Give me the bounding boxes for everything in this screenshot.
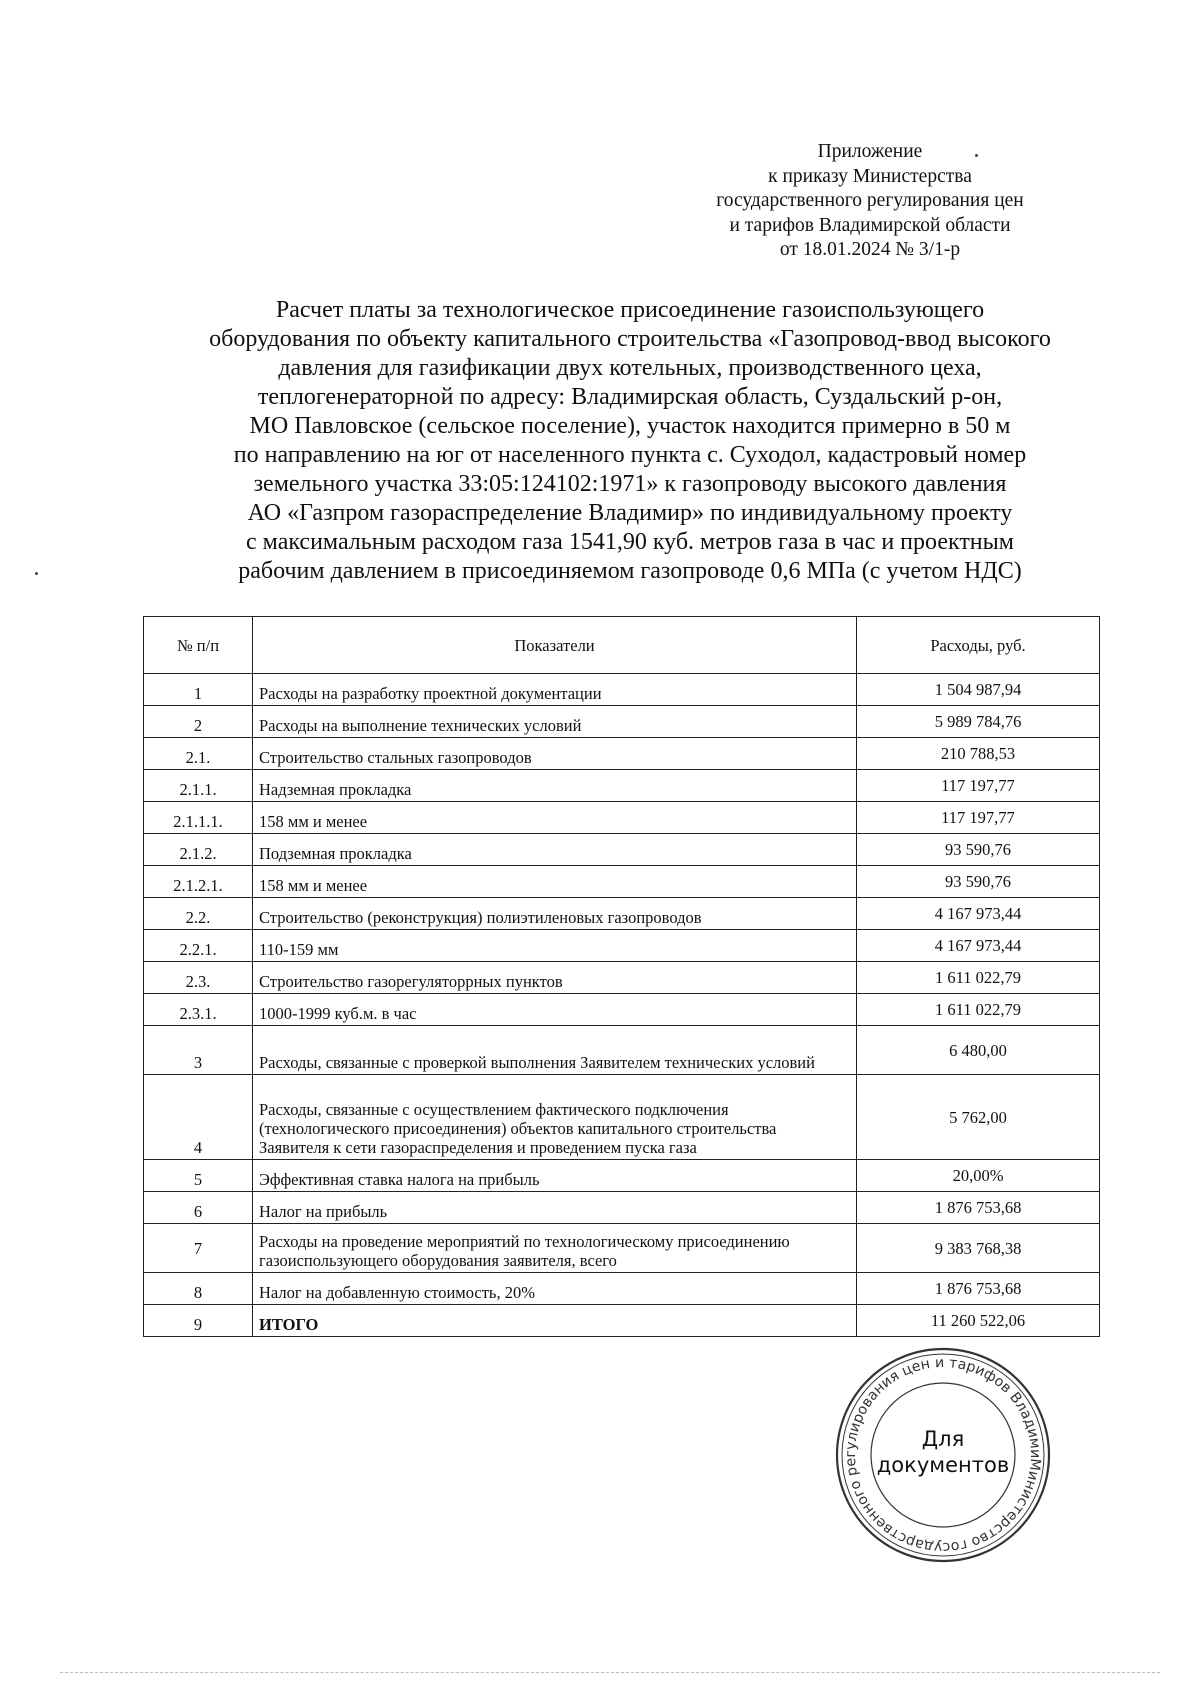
table-row [144, 1192, 1100, 1224]
table-row [144, 802, 1100, 834]
row-number: 8 [144, 1273, 253, 1305]
title-line: земельного участка 33:05:124102:1971» к газопроводу высокого давления [253, 471, 1007, 497]
table-row [144, 994, 1100, 1026]
scan-speck [975, 154, 978, 157]
header-line: Приложение [817, 141, 923, 162]
table-row [144, 898, 1100, 930]
row-indicator: Строительство (реконструкция) полиэтиленовых газопроводов [253, 898, 857, 930]
title-line: оборудования по объекту капитального строительства «Газопровод-ввод высокого [209, 326, 1051, 352]
table-row [144, 1224, 1100, 1273]
table-row [144, 1075, 1100, 1160]
appendix-header [700, 140, 1040, 263]
scan-speck [35, 572, 38, 575]
row-number: 1 [144, 674, 253, 706]
row-indicator: 1000-1999 куб.м. в час [253, 994, 857, 1026]
row-indicator: Строительство газорегуляторрных пунктов [253, 962, 857, 994]
title-line: давления для газификации двух котельных, производственного цеха, [278, 355, 982, 381]
official-stamp [832, 1344, 1054, 1566]
row-number: 2.1.1.1. [144, 802, 253, 834]
row-indicator: Налог на добавленную стоимость, 20% [253, 1273, 857, 1305]
header-line: к приказу Министерства [768, 165, 972, 187]
header-expenses: Расходы, руб. [857, 617, 1100, 674]
row-number: 2.3. [144, 962, 253, 994]
row-number: 6 [144, 1192, 253, 1224]
row-number: 2.2.1. [144, 930, 253, 962]
title-line: рабочим давлением в присоединяемом газопроводе 0,6 МПа (с учетом НДС) [238, 558, 1022, 584]
table-row [144, 1026, 1100, 1075]
row-indicator: Расходы, связанные с осуществлением фактического подключения (технологического присоединения) объектов капитального строительства Заявителя к сети газораспределения и проведением пуска газа [253, 1075, 857, 1160]
row-value: 1 611 022,79 [857, 994, 1100, 1026]
title-line: АО «Газпром газораспределение Владимир» по индивидуальному проекту [247, 500, 1013, 526]
row-value: 117 197,77 [857, 802, 1100, 834]
row-indicator-total: ИТОГО [253, 1305, 857, 1337]
header-number: № п/п [144, 617, 253, 674]
table-row [144, 770, 1100, 802]
header-line: и тарифов Владимирской области [729, 214, 1011, 236]
row-indicator: Расходы на выполнение технических условий [253, 706, 857, 738]
scan-edge-artifact [60, 1672, 1160, 1673]
title-line: теплогенераторной по адресу: Владимирская область, Суздальский р-он, [257, 384, 1003, 410]
row-indicator: Расходы на проведение мероприятий по технологическому присоединению газоиспользующего оборудования заявителя, всего [253, 1224, 857, 1273]
stamp-center-text: документов [876, 1453, 1010, 1477]
row-value: 1 611 022,79 [857, 962, 1100, 994]
row-indicator: 158 мм и менее [253, 866, 857, 898]
table-header-row [144, 617, 1100, 674]
row-number: 7 [144, 1224, 253, 1273]
svg-text:Министерство государственного: Министерство государственного регулирования цен и тарифов Владимирской [842, 1354, 1044, 1556]
row-number: 3 [144, 1026, 253, 1075]
document-title [140, 296, 1120, 586]
row-value: 5 989 784,76 [857, 706, 1100, 738]
row-value: 1 504 987,94 [857, 674, 1100, 706]
row-number: 2 [144, 706, 253, 738]
table-row [144, 706, 1100, 738]
row-indicator: Расходы на разработку проектной документации [253, 674, 857, 706]
row-number: 5 [144, 1160, 253, 1192]
row-value: 1 876 753,68 [857, 1192, 1100, 1224]
row-value: 5 762,00 [857, 1075, 1100, 1160]
table-row [144, 866, 1100, 898]
title-line: с максимальным расходом газа 1541,90 куб. метров газа в час и проектным [246, 529, 1014, 555]
row-number: 9 [144, 1305, 253, 1337]
table-row [144, 962, 1100, 994]
table-row [144, 834, 1100, 866]
title-line: Расчет платы за технологическое присоединение газоиспользующего [275, 297, 985, 323]
header-line: государственного регулирования цен [716, 190, 1024, 211]
row-value: 9 383 768,38 [857, 1224, 1100, 1273]
row-indicator: Подземная прокладка [253, 834, 857, 866]
row-value: 6 480,00 [857, 1026, 1100, 1075]
row-value-total: 11 260 522,06 [857, 1305, 1100, 1337]
cost-calculation-table [143, 616, 1100, 1337]
table-row [144, 930, 1100, 962]
stamp-center-text: Для [921, 1427, 965, 1451]
table-row [144, 738, 1100, 770]
row-value: 1 876 753,68 [857, 1273, 1100, 1305]
row-value: 117 197,77 [857, 770, 1100, 802]
table-row [144, 1273, 1100, 1305]
row-number: 4 [144, 1075, 253, 1160]
row-number: 2.1.2. [144, 834, 253, 866]
row-value: 20,00% [857, 1160, 1100, 1192]
header-indicators: Показатели [253, 617, 857, 674]
row-value: 210 788,53 [857, 738, 1100, 770]
row-indicator: Строительство стальных газопроводов [253, 738, 857, 770]
row-number: 2.1. [144, 738, 253, 770]
header-line: от 18.01.2024 № 3/1-р [779, 239, 961, 260]
row-indicator: 158 мм и менее [253, 802, 857, 834]
title-line: МО Павловское (сельское поселение), участок находится примерно в 50 м [249, 413, 1011, 439]
table-row-total [144, 1305, 1100, 1337]
row-number: 2.1.2.1. [144, 866, 253, 898]
row-indicator: Расходы, связанные с проверкой выполнения Заявителем технических условий [253, 1026, 857, 1075]
row-indicator: Надземная прокладка [253, 770, 857, 802]
row-number: 2.1.1. [144, 770, 253, 802]
title-line: по направлению на юг от населенного пункта с. Суходол, кадастровый номер [233, 442, 1027, 468]
row-value: 4 167 973,44 [857, 930, 1100, 962]
table-row [144, 1160, 1100, 1192]
row-value: 93 590,76 [857, 866, 1100, 898]
row-number: 2.3.1. [144, 994, 253, 1026]
row-number: 2.2. [144, 898, 253, 930]
row-value: 4 167 973,44 [857, 898, 1100, 930]
row-indicator: Эффективная ставка налога на прибыль [253, 1160, 857, 1192]
table-row [144, 674, 1100, 706]
row-indicator: Налог на прибыль [253, 1192, 857, 1224]
row-value: 93 590,76 [857, 834, 1100, 866]
row-indicator: 110-159 мм [253, 930, 857, 962]
